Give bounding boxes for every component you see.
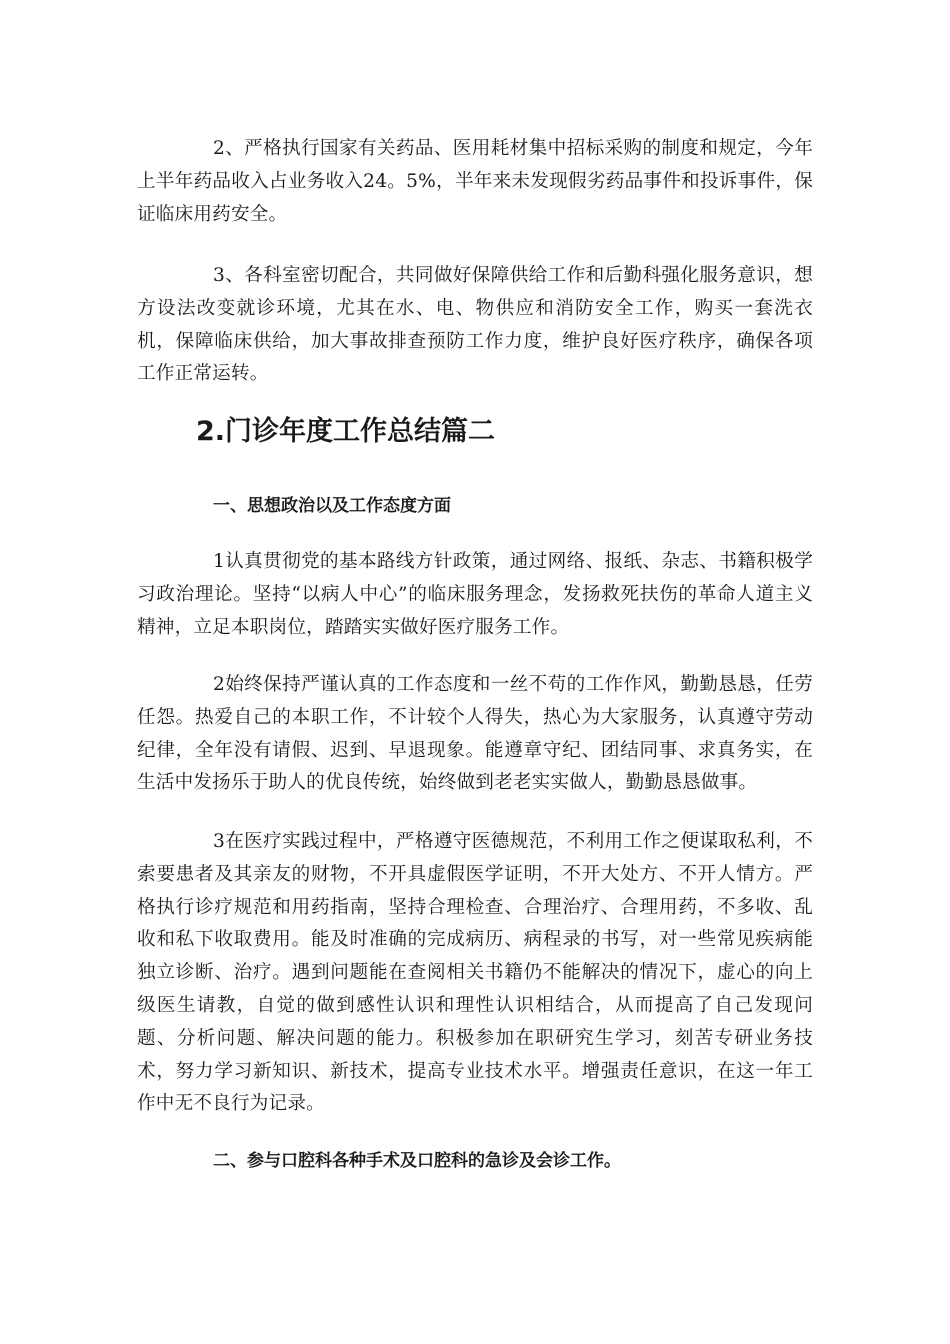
paragraph-drug-procurement: 2、严格执行国家有关药品、医用耗材集中招标采购的制度和规定，今年上半年药品收入占业务收入24。5%，半年来未发现假劣药品事件和投诉事件，保证临床用药安全。	[137, 138, 813, 225]
paragraph-political-theory: 1认真贯彻党的基本路线方针政策，通过网络、报纸、杂志、书籍积极学习政治理论。坚持“以病人中心”的临床服务理念，发扬救死扶伤的革命人道主义精神，立足本职岗位，踏踏实实做好医疗服务工作。	[137, 551, 813, 638]
subheading-political-attitude: 一、思想政治以及工作态度方面	[213, 496, 451, 516]
section-title: 2.门诊年度工作总结篇二	[196, 416, 496, 447]
paragraph-medical-practice: 3在医疗实践过程中，严格遵守医德规范，不利用工作之便谋取私利，不索要患者及其亲友的财物，不开具虚假医学证明，不开大处方、不开人情方。严格执行诊疗规范和用药指南，坚持合理检查、合理治疗、合理用药，不多收、乱收和私下收取费用。能及时准确的完成病历、病程录的书写，对一些常见疾病能独立诊断、治疗。遇到问题能在查阅相关书籍仍不能解决的情况下，虚心的向上级医生请教，自觉的做到感性认识和理性认识相结合，从而提高了自己发现问题、分析问题、解决问题的能力。积极参加在职研究生学习，刻苦专研业务技术，努力学习新知识、新技术，提高专业技术水平。增强责任意识，在这一年工作中无不良行为记录。	[137, 831, 813, 1115]
paragraph-department-cooperation: 3、各科室密切配合，共同做好保障供给工作和后勤科强化服务意识，想方设法改变就诊环境，尤其在水、电、物供应和消防安全工作，购买一套洗衣机，保障临床供给，加大事故排查预防工作力度，维护良好医疗秩序，确保各项工作正常运转。	[137, 265, 813, 385]
subheading-oral-surgery: 二、参与口腔科各种手术及口腔科的急诊及会诊工作。	[213, 1151, 621, 1171]
paragraph-work-attitude: 2始终保持严谨认真的工作态度和一丝不苟的工作作风，勤勤恳恳，任劳任怨。热爱自己的本职工作，不计较个人得失，热心为大家服务，认真遵守劳动纪律，全年没有请假、迟到、早退现象。能遵章守纪、团结同事、求真务实，在生活中发扬乐于助人的优良传统，始终做到老老实实做人，勤勤恳恳做事。	[137, 674, 813, 794]
